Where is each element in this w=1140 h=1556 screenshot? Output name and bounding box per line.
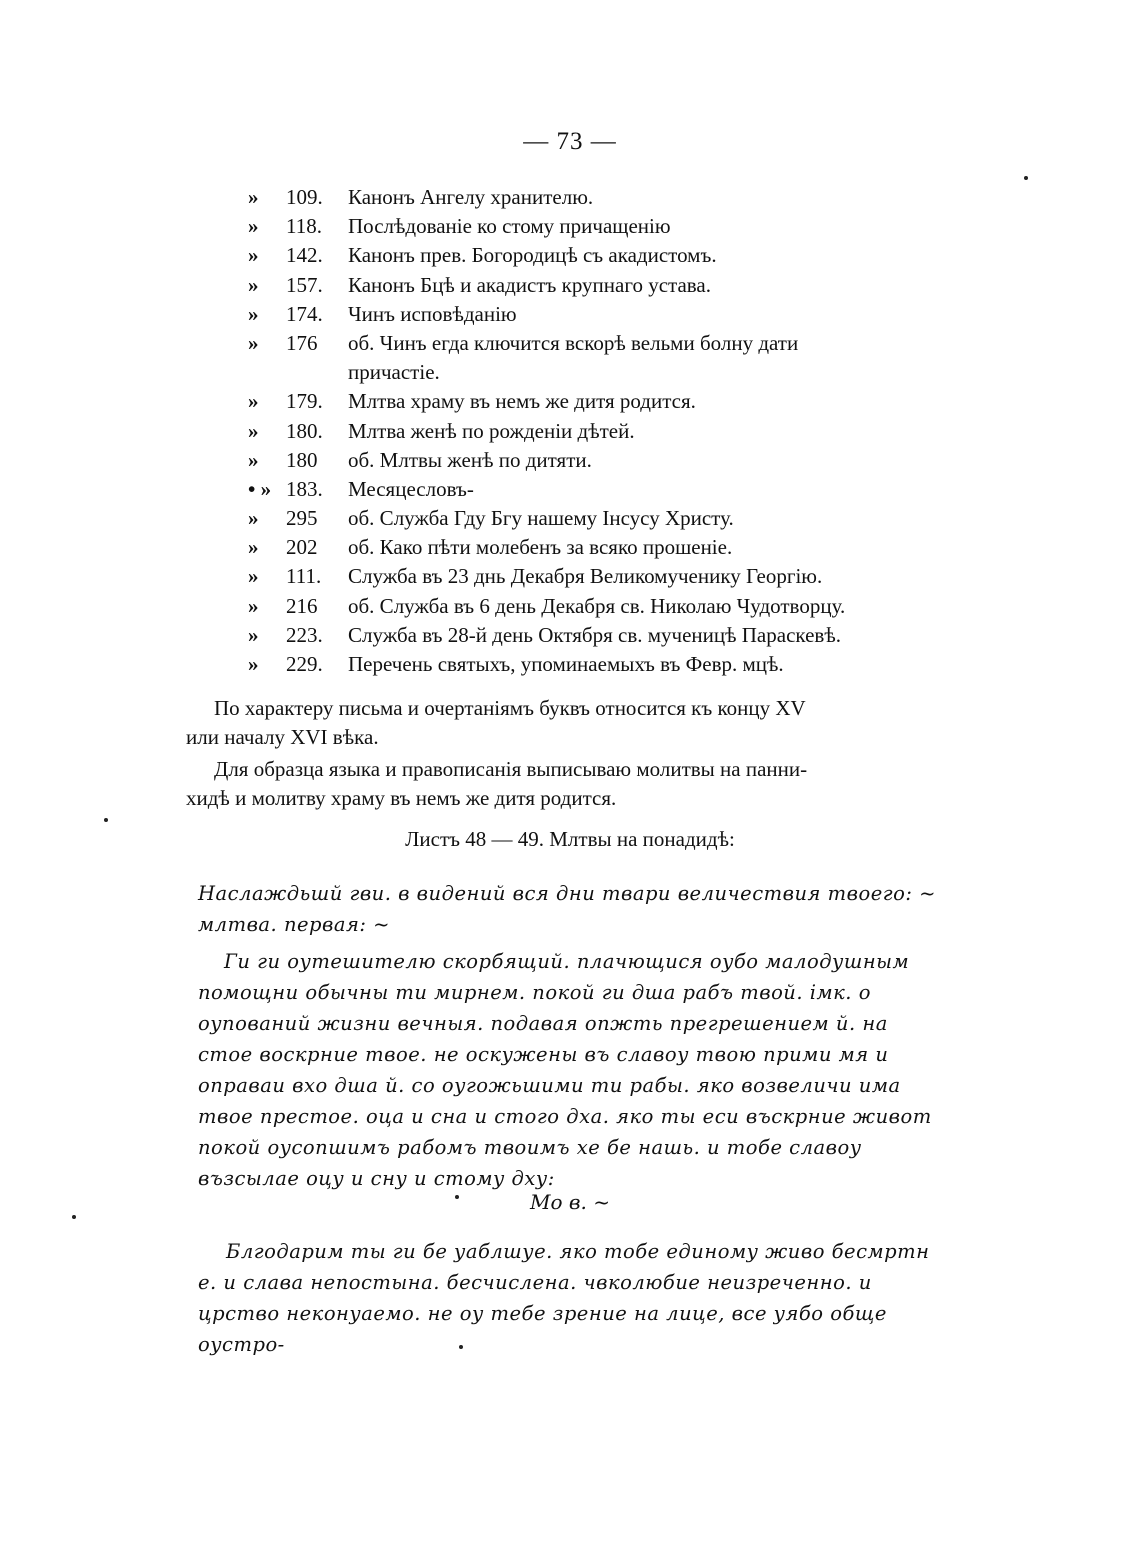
ink-speck	[72, 1215, 76, 1219]
list-item	[248, 212, 948, 241]
entry-text	[348, 533, 948, 562]
entry-text	[348, 475, 948, 504]
dating-paragraph	[186, 694, 934, 752]
entry-title: Служба въ 23 днь Декабря Великомученику Георгію.	[348, 564, 823, 589]
entry-title: об. Чинъ егда ключится вскорѣ вельми болну дати	[348, 330, 799, 355]
leaf-number: 109.	[286, 185, 323, 209]
entry-title: Чинъ исповѣданію	[348, 301, 517, 326]
ink-speck	[104, 818, 108, 822]
list-item	[248, 562, 948, 591]
entry-text	[348, 300, 948, 329]
entry-title: Млтва женѣ по рожденіи дѣтей.	[348, 418, 635, 443]
list-item	[248, 475, 948, 504]
entry-text	[348, 183, 948, 212]
leaf-number: 202	[286, 535, 318, 560]
leaf-number: 179.	[286, 389, 323, 414]
list-item	[248, 183, 948, 212]
entry-text	[348, 621, 948, 650]
entry-text	[348, 446, 948, 475]
entry-title: об. Млтвы женѣ по дитяти.	[348, 447, 592, 472]
section-heading: Листъ 48 — 49. Млтвы на понадидѣ:	[405, 827, 735, 851]
dating-line-1: По характеру письма и очертаніямъ буквъ относится къ концу XV	[214, 696, 806, 720]
ditto-mark: »	[248, 330, 259, 355]
entry-text	[348, 504, 948, 533]
entry-title: Канонъ прев. Богородицѣ съ акадистомъ.	[348, 243, 717, 268]
ditto-mark: »	[248, 593, 259, 618]
leaf-number: 229.	[286, 652, 323, 677]
list-item	[248, 446, 948, 475]
entry-text	[348, 417, 948, 446]
list-item	[248, 329, 948, 387]
entry-text	[348, 650, 948, 679]
ink-speck	[459, 1345, 463, 1349]
entry-text	[348, 592, 948, 621]
ditto-mark: »	[248, 272, 259, 297]
entry-text	[348, 329, 948, 387]
list-item	[248, 650, 948, 679]
list-item	[248, 504, 948, 533]
sample-intro-paragraph	[186, 755, 934, 813]
leaf-number: 223.	[286, 622, 323, 647]
list-item	[248, 271, 948, 300]
leaf-number: 118.	[286, 214, 322, 239]
list-item	[248, 417, 948, 446]
entry-text	[348, 212, 948, 241]
entry-continuation: причастіе.	[348, 360, 440, 385]
leaf-number: 216	[286, 593, 318, 618]
entry-title: Служба въ 28-й день Октября св. мученицѣ Параскевѣ.	[348, 622, 841, 647]
entry-text	[348, 562, 948, 591]
ditto-mark: »	[248, 535, 259, 560]
leaf-number: 180	[286, 447, 318, 472]
leaf-number: 142.	[286, 243, 323, 268]
manuscript-contents-list	[248, 183, 948, 679]
list-item	[248, 621, 948, 650]
slavonic-thanksgiving-text: Блгодарим ты ги бе уаблшуе. яко тобе единому живо бесмртн е. и слава непостына. бесчислена. чвколюбие неизреченно. и црство неконуаемо. не оу тебе зрение на лице, все уябо обще оустро-	[198, 1240, 930, 1356]
entry-title: Послѣдованіе ко стому причащенію	[348, 214, 671, 239]
sample-intro-line-2: хидѣ и молитву храму въ немъ же дитя родится.	[186, 786, 617, 810]
ink-speck	[455, 1195, 459, 1199]
ditto-mark: • »	[248, 476, 272, 501]
entry-text	[348, 241, 948, 270]
ditto-mark: »	[248, 506, 259, 531]
ditto-mark: »	[248, 389, 259, 414]
leaf-number: 183.	[286, 476, 323, 501]
ditto-mark: »	[248, 418, 259, 443]
entry-text	[348, 387, 948, 416]
entry-title: об. Служба Гду Бгу нашему Інсусу Христу.	[348, 506, 734, 531]
ditto-mark: »	[248, 622, 259, 647]
leaf-number: 295	[286, 506, 318, 531]
ink-speck	[1024, 176, 1028, 180]
leaf-number: 180.	[286, 418, 323, 443]
list-item	[248, 533, 948, 562]
entry-text	[348, 271, 948, 300]
list-item	[248, 241, 948, 270]
entry-title: Перечень святыхъ, упоминаемыхъ въ Февр. мцѣ.	[348, 652, 784, 677]
ditto-mark: »	[248, 564, 259, 589]
entry-title: Канонъ Бцѣ и акадистъ крупнаго устава.	[348, 272, 711, 297]
ditto-mark: »	[248, 301, 259, 326]
ditto-mark: »	[248, 214, 259, 239]
leaf-number: 157.	[286, 272, 323, 297]
entry-title: Канонъ Ангелу хранителю.	[348, 185, 594, 209]
slavonic-prayer-title: Наслаждьшй гви. в видений вся дни твари величествия твоего: ~ млтва. первая: ~	[198, 882, 936, 936]
sample-intro-line-1: Для образца языка и правописанія выписываю молитвы на панни-	[214, 757, 808, 781]
entry-title: Месяцесловъ-	[348, 476, 474, 501]
ditto-mark: »	[248, 447, 259, 472]
list-item	[248, 300, 948, 329]
dating-line-2: или началу XVI вѣка.	[186, 725, 379, 749]
leaf-number: 176	[286, 330, 318, 355]
slavonic-prayer-subtitle: Мо в. ~	[530, 1190, 610, 1214]
entry-title: об. Како пѣти молебенъ за всяко прошеніе.	[348, 535, 733, 560]
list-item	[248, 592, 948, 621]
page-number: — 73 —	[523, 128, 617, 155]
slavonic-prayer-text: Ги ги оутешителю скорбящий. плачющися оубо малодушным помощни обычны ти мирнем. покой ги дша рабъ твой. імк. о оупований жизни вечныя. подавая опжть прегрешением й. на стое воскрние твое. не оскужены въ славоу твою прими мя и оправаи вхо дша й. со оугожьшими ти рабы. яко возвеличи има твое престое. оца и сна и стого дха. яко ты еси въскрние живот покой оусопшимъ рабомъ твоимъ хе бе нашь. и тобе славоу възсылае оцу и сну и стому дху:	[198, 950, 932, 1190]
entry-title: Млтва храму въ немъ же дитя родится.	[348, 389, 696, 414]
ditto-mark: »	[248, 652, 259, 677]
list-item	[248, 387, 948, 416]
entry-title: об. Служба въ 6 день Декабря св. Николаю Чудотворцу.	[348, 593, 846, 618]
ditto-mark: »	[248, 185, 259, 209]
leaf-number: 174.	[286, 301, 323, 326]
ditto-mark: »	[248, 243, 259, 268]
leaf-number: 111.	[286, 564, 322, 589]
